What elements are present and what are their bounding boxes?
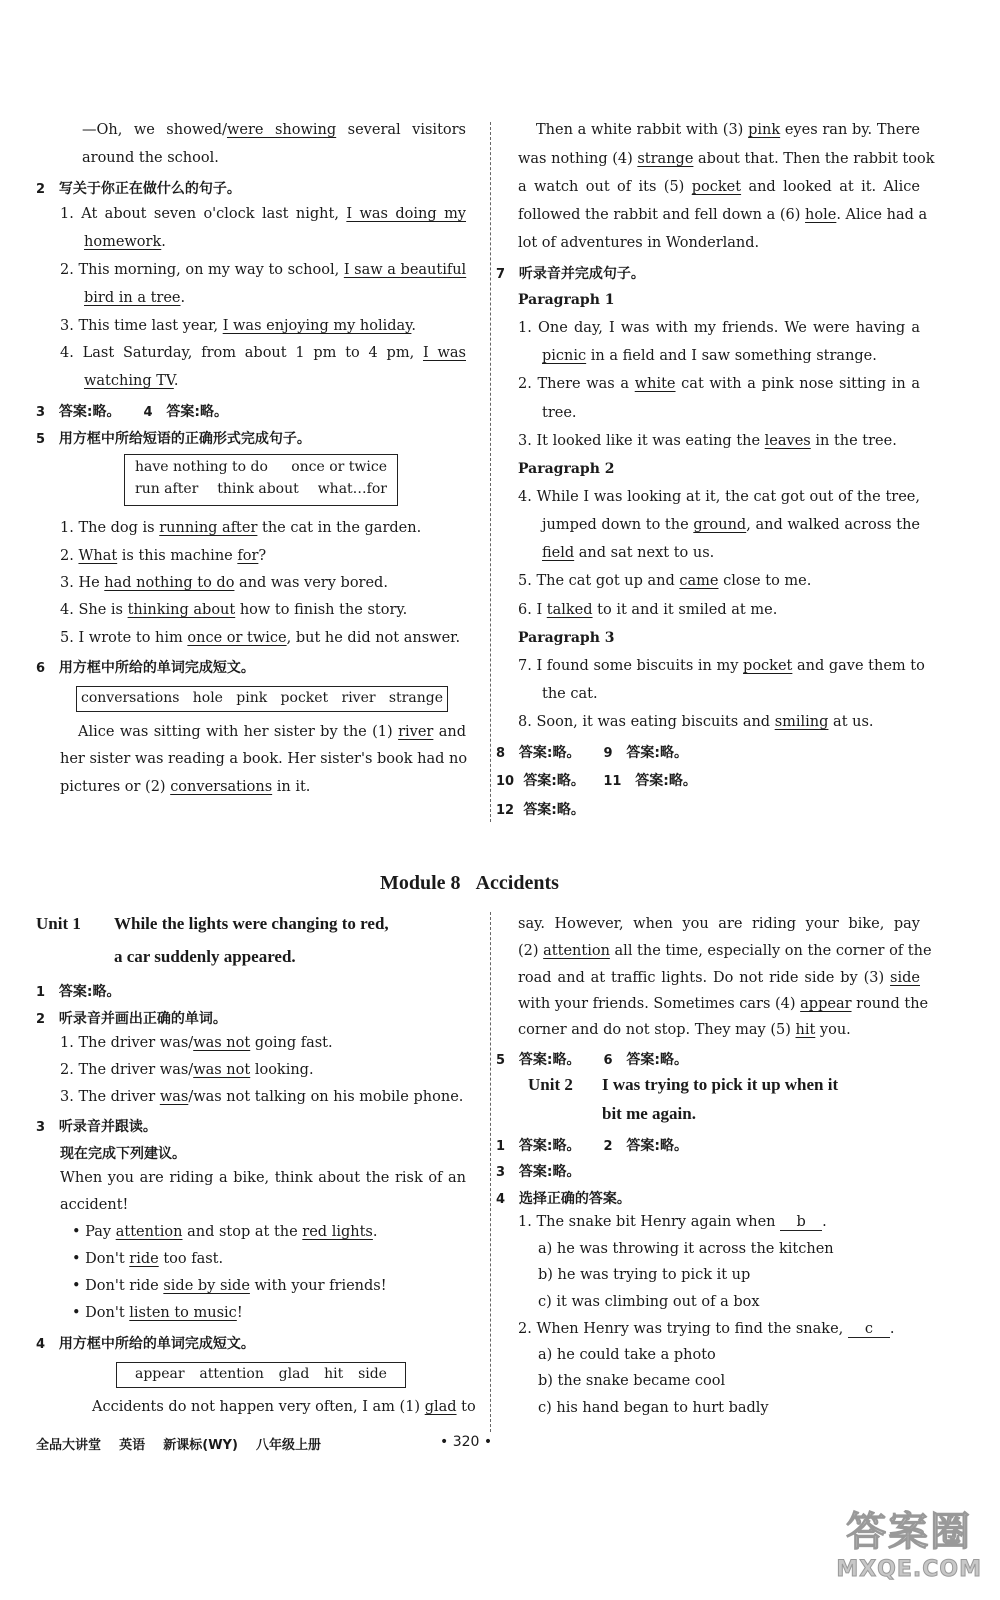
unit-1-title: While the lights were changing to red, (114, 914, 389, 933)
word-box: conversations hole pink pocket river strange (76, 686, 448, 712)
paragraph-label: Paragraph 1 (518, 292, 615, 308)
text-line: 1. The dog is running after the cat in the garden. (60, 520, 422, 536)
text-line: 5. The cat got up and came close to me. (518, 573, 812, 589)
column-divider-top (490, 122, 491, 822)
text-line: When you are riding a bike, think about the risk of an (60, 1170, 466, 1186)
text-line: corner and do not stop. They may (5) hit you. (518, 1022, 851, 1038)
unit-2-title-line2: bit me again. (602, 1104, 696, 1123)
text-line: field and sat next to us. (542, 545, 715, 561)
text-line: 6. I talked to it and it smiled at me. (518, 602, 778, 618)
unit-1-title-line2: a car suddenly appeared. (114, 947, 296, 966)
text-line: —Oh, we showed/were showing several visitors (82, 122, 466, 138)
edition: 新课标(WY) (163, 1438, 238, 1453)
text-line: 7. I found some biscuits in my pocket and gave them to (518, 658, 925, 674)
mc-question: 1. The snake bit Henry again when b . (518, 1214, 827, 1230)
text-line: bird in a tree. (84, 290, 186, 306)
watermark-text: 答案圈 (846, 1509, 973, 1555)
question-heading: 1 答案:略。 2 答案:略。 (496, 1138, 689, 1154)
text-line: Alice was sitting with her sister by the (1) river and (78, 724, 467, 740)
text-line: followed the rabbit and fell down a (6) hole. Alice had a (518, 207, 928, 223)
text-line: Accidents do not happen very often, I am (1) glad to (92, 1399, 476, 1415)
text-line: the cat. (542, 686, 598, 702)
tip-item: • Don't ride side by side with your friends! (72, 1278, 387, 1294)
question-heading: 12 答案:略。 (496, 802, 585, 818)
text-line: around the school. (82, 150, 219, 166)
question-heading: 8 答案:略。 9 答案:略。 (496, 745, 689, 761)
watermark-url: MXQE.COM (836, 1557, 982, 1582)
question-heading: 4 选择正确的答案。 (496, 1191, 631, 1207)
question-heading: 2 听录音并画出正确的单词。 (36, 1011, 227, 1027)
text-line: (2) attention all the time, especially on the corner of the (518, 943, 932, 959)
mc-option: b) the snake became cool (538, 1373, 726, 1389)
paragraph-label: Paragraph 3 (518, 630, 615, 646)
text-line: watching TV. (84, 373, 179, 389)
question-heading: 3 听录音并跟读。 (36, 1119, 157, 1135)
page-number: • 320 • (440, 1434, 493, 1450)
text-line: 1. At about seven o'clock last night, I was doing my (60, 206, 467, 222)
subject: 英语 (119, 1438, 146, 1453)
mc-option: c) his hand began to hurt badly (538, 1400, 769, 1416)
text-line: 1. The driver was/was not going fast. (60, 1035, 333, 1051)
text-line: 2. This morning, on my way to school, I saw a beautiful (60, 262, 467, 278)
mc-question: 2. When Henry was trying to find the snake, c . (518, 1321, 895, 1337)
watermark-logo (836, 1500, 982, 1582)
mc-option: a) he could take a photo (538, 1347, 716, 1363)
question-heading: 3 答案:略。 (496, 1164, 581, 1180)
text-line: 2. The driver was/was not looking. (60, 1062, 314, 1078)
text-line: her sister was reading a book. Her sister's book had no (60, 751, 468, 767)
question-heading: 7 听录音并完成句子。 (496, 266, 645, 282)
answer-blank: c (848, 1321, 890, 1338)
text-line: accident! (60, 1197, 129, 1213)
text-line: 4. She is thinking about how to finish the story. (60, 602, 408, 618)
mc-option: a) he was throwing it across the kitchen (538, 1241, 834, 1257)
text-line: 3. The driver was/was not talking on his mobile phone. (60, 1089, 464, 1105)
tip-item: • Don't listen to music! (72, 1305, 243, 1321)
text-line: was nothing (4) strange about that. Then the rabbit took (518, 151, 935, 167)
word-box: appear attention glad hit side (116, 1362, 406, 1388)
text-line: homework. (84, 234, 166, 250)
text-line: 5. I wrote to him once or twice, but he did not answer. (60, 630, 461, 646)
question-heading: 3 答案:略。 4 答案:略。 (36, 404, 229, 420)
question-heading: 4 用方框中所给的单词完成短文。 (36, 1336, 255, 1352)
question-heading: 6 用方框中所给的单词完成短文。 (36, 660, 255, 676)
mc-option: b) he was trying to pick it up (538, 1267, 751, 1283)
tip-item: • Pay attention and stop at the red lights. (72, 1224, 378, 1240)
text-line: 8. Soon, it was eating biscuits and smiling at us. (518, 714, 874, 730)
text-line: lot of adventures in Wonderland. (518, 235, 760, 251)
page-footer (36, 1434, 321, 1453)
text-line: road and at traffic lights. Do not ride side by (3) side (518, 970, 920, 986)
column-divider-bottom (490, 912, 491, 1432)
question-heading: 2 写关于你正在做什么的句子。 (36, 181, 241, 197)
text-line: tree. (542, 405, 577, 421)
tip-item: • Don't ride too fast. (72, 1251, 224, 1267)
question-heading: 10 答案:略。 11 答案:略。 (496, 773, 697, 789)
text-line: 3. It looked like it was eating the leaves in the tree. (518, 433, 897, 449)
unit-2-title: I was trying to pick it up when it (602, 1075, 839, 1094)
text-line: 2. What is this machine for? (60, 548, 267, 564)
phrase-box: have nothing to do once or twice run after think about what…for (124, 454, 398, 506)
text-line: 3. This time last year, I was enjoying my holiday. (60, 318, 417, 334)
text-line: 2. There was a white cat with a pink nose sitting in a (518, 376, 920, 392)
text-line: picnic in a field and I saw something strange. (542, 348, 877, 364)
question-heading: 1 答案:略。 (36, 984, 121, 1000)
text-line: say. However, when you are riding your bike, pay (518, 916, 920, 932)
module-title: Module 8 Accidents (380, 872, 559, 894)
text-line: 4. Last Saturday, from about 1 pm to 4 pm, I was (60, 345, 466, 361)
text-line: Then a white rabbit with (3) pink eyes ran by. There (536, 122, 920, 138)
text-line: 3. He had nothing to do and was very bored. (60, 575, 388, 591)
text-line: 1. One day, I was with my friends. We were having a (518, 320, 920, 336)
text-line: a watch out of its (5) pocket and looked at it. Alice (518, 179, 920, 195)
unit-1-label: Unit 1 (36, 914, 81, 933)
unit-2-label: Unit 2 (528, 1075, 573, 1094)
mc-option: c) it was climbing out of a box (538, 1294, 760, 1310)
question-heading: 5 用方框中所给短语的正确形式完成句子。 (36, 431, 311, 447)
question-heading: 5 答案:略。 6 答案:略。 (496, 1052, 689, 1068)
book-title: 全品大讲堂 (36, 1438, 102, 1453)
text-line: pictures or (2) conversations in it. (60, 779, 311, 795)
answer-blank: b (780, 1214, 822, 1231)
text-line: jumped down to the ground, and walked across the (542, 517, 920, 533)
text-line: with your friends. Sometimes cars (4) appear round the (518, 996, 929, 1012)
text-line: 4. While I was looking at it, the cat got out of the tree, (518, 489, 920, 505)
grade: 八年级上册 (256, 1438, 322, 1453)
sub-heading: 现在完成下列建议。 (60, 1146, 186, 1162)
paragraph-label: Paragraph 2 (518, 461, 615, 477)
